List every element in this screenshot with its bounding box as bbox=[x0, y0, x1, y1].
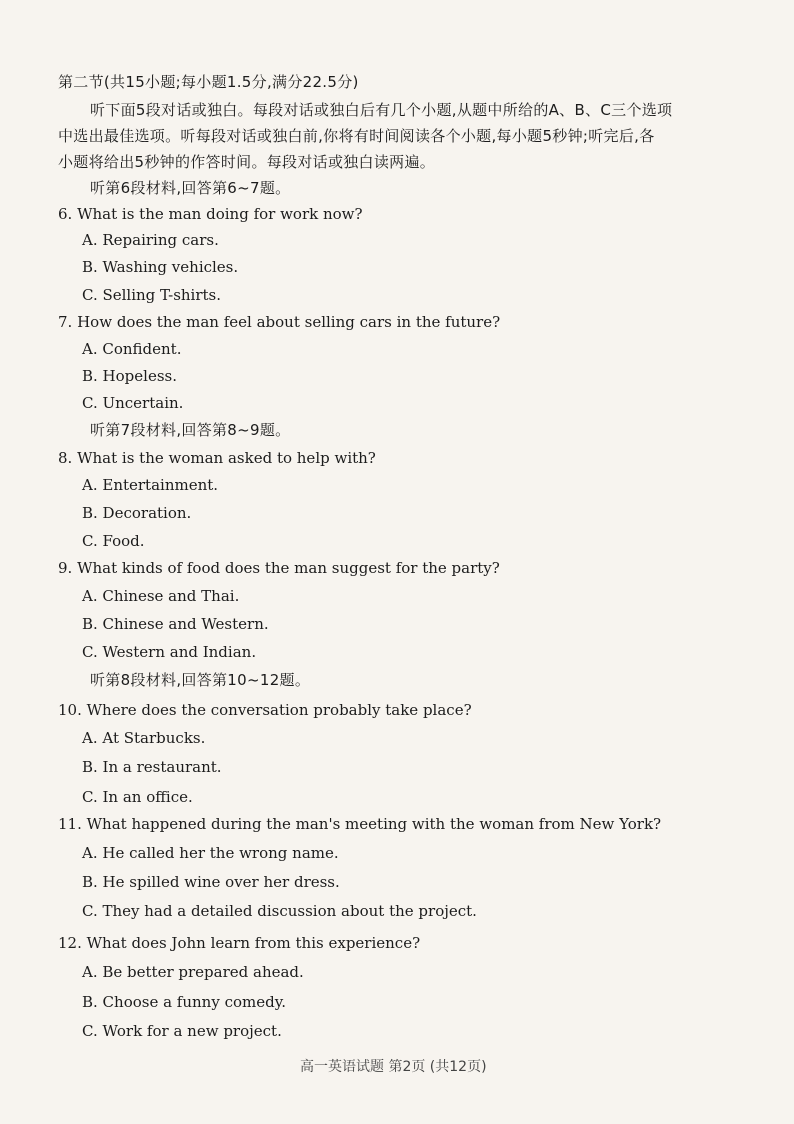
option-9c: C. Western and Indian. bbox=[82, 643, 257, 661]
instruction-line-1: 听下面5段对话或独白。每段对话或独白后有几个小题,从题中所给的A、B、C三个选项 bbox=[90, 101, 673, 119]
option-10b: B. In a restaurant. bbox=[82, 758, 222, 776]
question-number: 9. bbox=[58, 559, 73, 577]
option-9a: A. Chinese and Thai. bbox=[82, 587, 240, 605]
option-6a: A. Repairing cars. bbox=[82, 231, 219, 249]
section-label-8: 听第8段材料,回答第10~12题。 bbox=[90, 671, 311, 689]
option-9b: B. Chinese and Western. bbox=[82, 615, 269, 633]
question-7 bbox=[58, 312, 500, 332]
question-text: What is the man doing for work now? bbox=[77, 205, 363, 223]
question-text: What is the woman asked to help with? bbox=[77, 449, 376, 467]
option-8b: B. Decoration. bbox=[82, 504, 192, 522]
question-11 bbox=[58, 814, 661, 834]
option-11b: B. He spilled wine over her dress. bbox=[82, 873, 340, 891]
question-text: How does the man feel about selling cars in the future? bbox=[77, 313, 501, 331]
question-number: 11. bbox=[58, 815, 82, 833]
option-11a: A. He called her the wrong name. bbox=[82, 844, 339, 862]
question-text: What happened during the man's meeting with the woman from New York? bbox=[86, 815, 662, 833]
question-text: Where does the conversation probably take place? bbox=[86, 701, 472, 719]
option-10a: A. At Starbucks. bbox=[82, 729, 206, 747]
section-label-6: 听第6段材料,回答第6~7题。 bbox=[90, 179, 291, 197]
question-8 bbox=[58, 448, 376, 468]
question-12 bbox=[58, 933, 420, 953]
option-7a: A. Confident. bbox=[82, 340, 182, 358]
option-11c: C. They had a detailed discussion about the project. bbox=[82, 902, 477, 920]
question-number: 6. bbox=[58, 205, 73, 223]
page-footer: 高一英语试题 第2页 (共12页) bbox=[300, 1059, 487, 1075]
question-6 bbox=[58, 204, 363, 224]
instruction-line-2: 中选出最佳选项。听每段对话或独白前,你将有时间阅读各个小题,每小题5秒钟;听完后,各 bbox=[58, 127, 655, 145]
question-text: What kinds of food does the man suggest for the party? bbox=[77, 559, 500, 577]
question-number: 7. bbox=[58, 313, 73, 331]
question-number: 8. bbox=[58, 449, 73, 467]
section-label-7: 听第7段材料,回答第8~9题。 bbox=[90, 421, 291, 439]
question-9 bbox=[58, 558, 500, 578]
option-7b: B. Hopeless. bbox=[82, 367, 177, 385]
bleed-through-1 bbox=[520, 155, 524, 171]
option-12c: C. Work for a new project. bbox=[82, 1022, 282, 1040]
option-10c: C. In an office. bbox=[82, 788, 193, 806]
question-text: What does John learn from this experience? bbox=[86, 934, 421, 952]
section-header: 第二节(共15小题;每小题1.5分,满分22.5分) bbox=[58, 73, 359, 91]
option-12a: A. Be better prepared ahead. bbox=[82, 963, 304, 981]
option-8a: A. Entertainment. bbox=[82, 476, 219, 494]
question-10 bbox=[58, 700, 472, 720]
option-8c: C. Food. bbox=[82, 532, 145, 550]
option-6c: C. Selling T-shirts. bbox=[82, 286, 222, 304]
option-6b: B. Washing vehicles. bbox=[82, 258, 239, 276]
question-number: 10. bbox=[58, 701, 82, 719]
option-12b: B. Choose a funny comedy. bbox=[82, 993, 286, 1011]
instruction-line-3: 小题将给出5秒钟的作答时间。每段对话或独白读两遍。 bbox=[58, 153, 436, 171]
option-7c: C. Uncertain. bbox=[82, 394, 184, 412]
question-number: 12. bbox=[58, 934, 82, 952]
